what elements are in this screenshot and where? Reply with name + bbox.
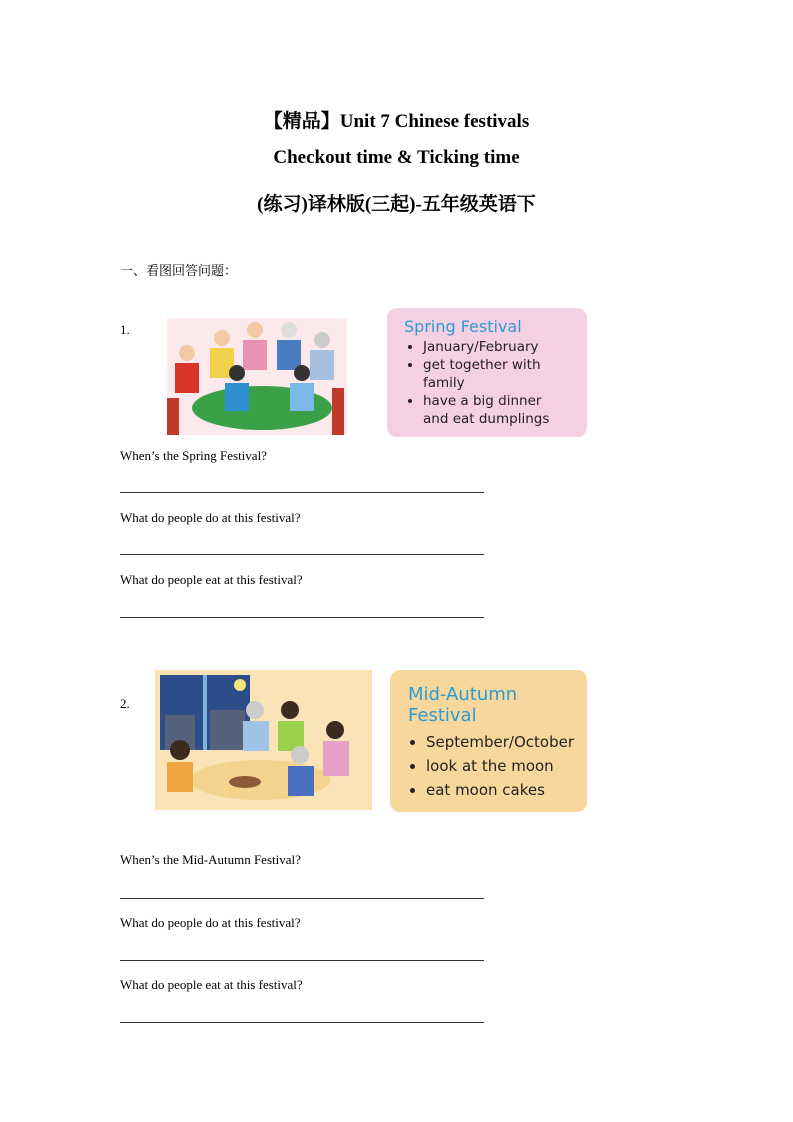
answer-line[interactable] [120,1022,484,1023]
question: What do people do at this festival? [120,915,301,930]
card-bullet: • have a big dinner and eat dumplings [423,392,563,428]
mid-autumn-festival-illustration [155,670,372,810]
spring-festival-dinner-illustration [167,318,347,435]
answer-line[interactable] [120,617,484,618]
title-line-1: 【精品】Unit 7 Chinese festivals [263,111,530,132]
item-1-number: 1. [120,322,130,337]
answer-line[interactable] [120,960,484,961]
item-2-number: 2. [120,696,130,711]
card-bullet: • September/October [426,730,587,754]
title-line-2: Checkout time & Ticking time [273,147,520,168]
question: What do people eat at this festival? [120,572,303,587]
answer-line[interactable] [120,898,484,899]
card-title: Spring Festival [404,317,522,336]
card-bullet: • get together with family [423,356,553,392]
card-bullet: • look at the moon [426,754,587,778]
question: When’s the Mid-Autumn Festival? [120,852,301,867]
question: When’s the Spring Festival? [120,448,267,463]
card-bullet: • January/February [423,338,587,356]
question: What do people do at this festival? [120,510,301,525]
card-bullet: • eat moon cakes [426,778,587,802]
spring-festival-card [387,308,587,437]
section-heading: 一、看图回答问题： [120,263,238,278]
card-title: Mid-Autumn Festival [408,684,518,726]
title-line-3: (练习)译林版(三起)-五年级英语下 [257,194,536,215]
answer-line[interactable] [120,492,484,493]
answer-line[interactable] [120,554,484,555]
mid-autumn-festival-card [390,670,587,812]
question: What do people eat at this festival? [120,977,303,992]
